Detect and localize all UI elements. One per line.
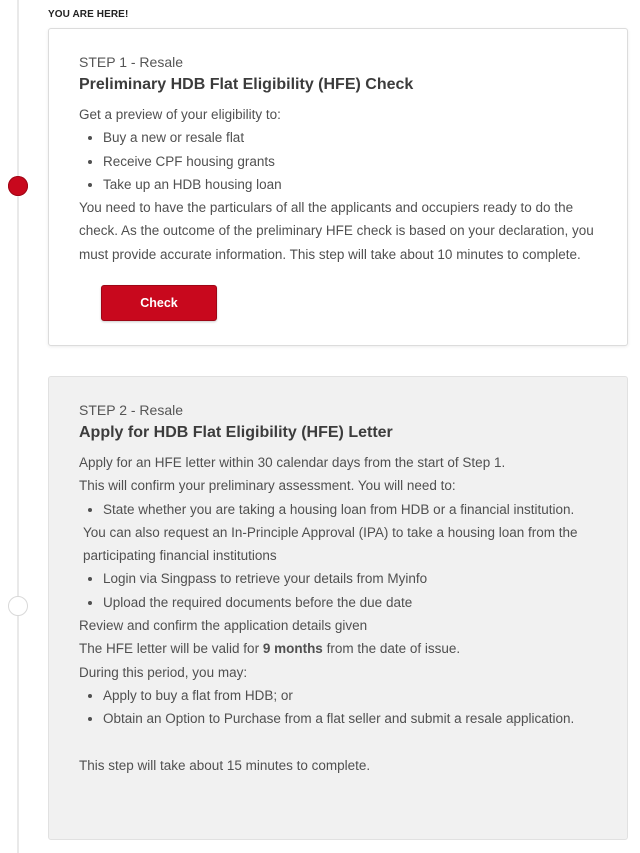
step1-card [48,28,628,346]
step2-line-1: Apply for an HFE letter within 30 calendar days from the start of Step 1. [79,455,506,470]
step1-eligibility-list [79,126,597,196]
check-button[interactable]: Check [101,285,217,321]
step2-validity [79,637,597,660]
step1-intro: Get a preview of your eligibility to: [79,107,281,122]
you-are-here-label: YOU ARE HERE! [48,9,129,20]
list-item: • Take up an HDB housing loan [103,173,597,196]
step1-body [79,103,597,266]
timeline-dot-inactive [8,596,28,616]
step2-requirements-list-2 [79,567,597,614]
step2-body [79,451,597,777]
step1-title: Preliminary HDB Flat Eligibility (HFE) Check [79,76,414,93]
step2-options-list [79,684,597,731]
list-item: • Login via Singpass to retrieve your details from Myinfo [103,567,597,590]
list-item: • State whether you are taking a housing loan from HDB or a financial institution. [103,498,597,521]
list-item: • Upload the required documents before the due date [103,591,597,614]
validity-pre: The HFE letter will be valid for [79,641,263,657]
step2-card [48,376,628,840]
step1-label: STEP 1 - Resale [79,54,184,70]
step2-ipa-note: You can also request an In-Principle Approval (IPA) to take a housing loan from the participating financial institutions [83,524,578,564]
step2-title: Apply for HDB Flat Eligibility (HFE) Letter [79,424,393,441]
list-item: • Obtain an Option to Purchase from a flat seller and submit a resale application. [103,707,597,730]
step2-line-4: During this period, you may: [79,664,248,680]
step2-requirements-list [79,498,597,521]
step2-line-2: This will confirm your preliminary assessment. You will need to: [79,478,456,494]
timeline-line [17,0,19,853]
timeline-dot-active [8,176,28,196]
validity-post: from the date of issue. [322,641,461,657]
list-item: • Receive CPF housing grants [103,150,597,173]
step2-line-5: This step will take about 15 minutes to complete. [79,757,371,773]
list-item: • Buy a new or resale flat [103,126,597,149]
step1-description: You need to have the particulars of all the applicants and occupiers ready to do the check. As the outcome of the preliminary HFE check is based on your declaration, you must provide accurate information. This step will take about 10 minutes to complete. [79,200,594,262]
validity-duration: 9 months [262,641,323,657]
step2-label: STEP 2 - Resale [79,402,184,418]
list-item: • Apply to buy a flat from HDB; or [103,684,597,707]
step2-line-3: Review and confirm the application details given [79,618,368,634]
